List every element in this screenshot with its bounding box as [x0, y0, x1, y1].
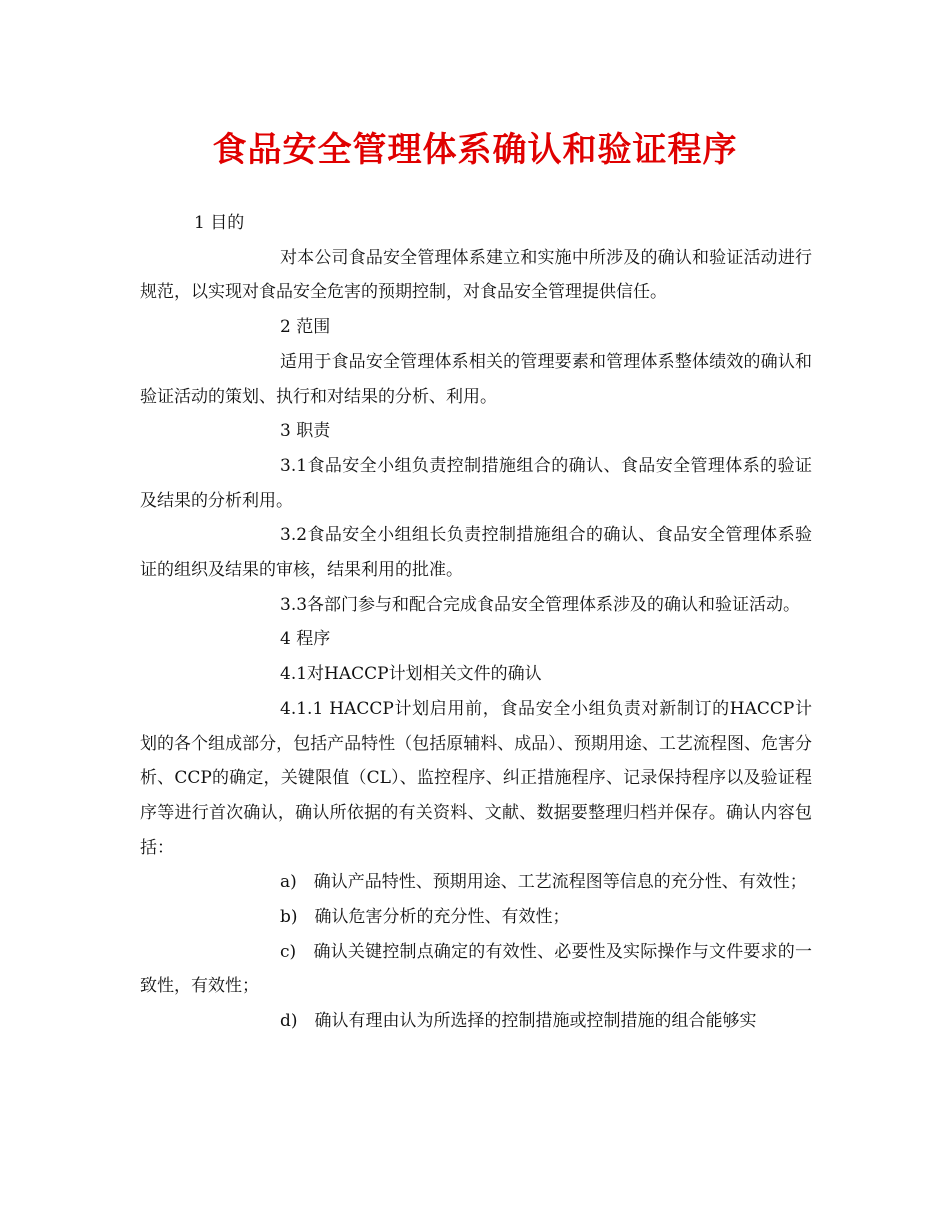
- section-heading-scope: 2 范围: [280, 317, 331, 338]
- document-body: [140, 206, 812, 1039]
- list-item-c: c) 确认关键控制点确定的有效性、必要性及实际操作与文件要求的一致性，有效性；: [140, 941, 812, 997]
- list-item-b: b) 确认危害分析的充分性、有效性；: [280, 907, 570, 928]
- clause-4-1: 4.1对HACCP计划相关文件的确认: [280, 664, 542, 685]
- list-item-d: d) 确认有理由认为所选择的控制措施或控制措施的组合能够实: [280, 1011, 757, 1032]
- clause-3-3: 3.3各部门参与和配合完成食品安全管理体系涉及的确认和验证活动。: [280, 594, 801, 615]
- clause-3-2: 3.2食品安全小组组长负责控制措施组合的确认、食品安全管理体系验证的组织及结果的审核，结果利用的批准。: [140, 525, 812, 581]
- section-heading-responsibility: 3 职责: [280, 421, 331, 442]
- list-item-a: a) 确认产品特性、预期用途、工艺流程图等信息的充分性、有效性；: [280, 872, 807, 893]
- page-title: 食品安全管理体系确认和验证程序: [212, 130, 738, 170]
- section-heading-purpose: 1 目的: [194, 213, 245, 233]
- section-heading-procedure: 4 程序: [280, 629, 331, 650]
- clause-4-1-1: 4.1.1 HACCP计划启用前，食品安全小组负责对新制订的HACCP计划的各个组成部分，包括产品特性（包括原辅料、成品）、预期用途、工艺流程图、危害分析、CCP的确定，关键限值（CL）、监控程序、纠正措施程序、记录保持程序以及验证程序等进行首次确认，确认所依据的有关资料、文献、数据要整理归档并保存。确认内容包括：: [140, 698, 812, 858]
- section-body-scope: 适用于食品安全管理体系相关的管理要素和管理体系整体绩效的确认和验证活动的策划、执行和对结果的分析、利用。: [140, 351, 812, 407]
- section-body-purpose: 对本公司食品安全管理体系建立和实施中所涉及的确认和验证活动进行规范，以实现对食品安全危害的预期控制，对食品安全管理提供信任。: [140, 247, 812, 303]
- clause-3-1: 3.1食品安全小组负责控制措施组合的确认、食品安全管理体系的验证及结果的分析利用。: [140, 455, 812, 511]
